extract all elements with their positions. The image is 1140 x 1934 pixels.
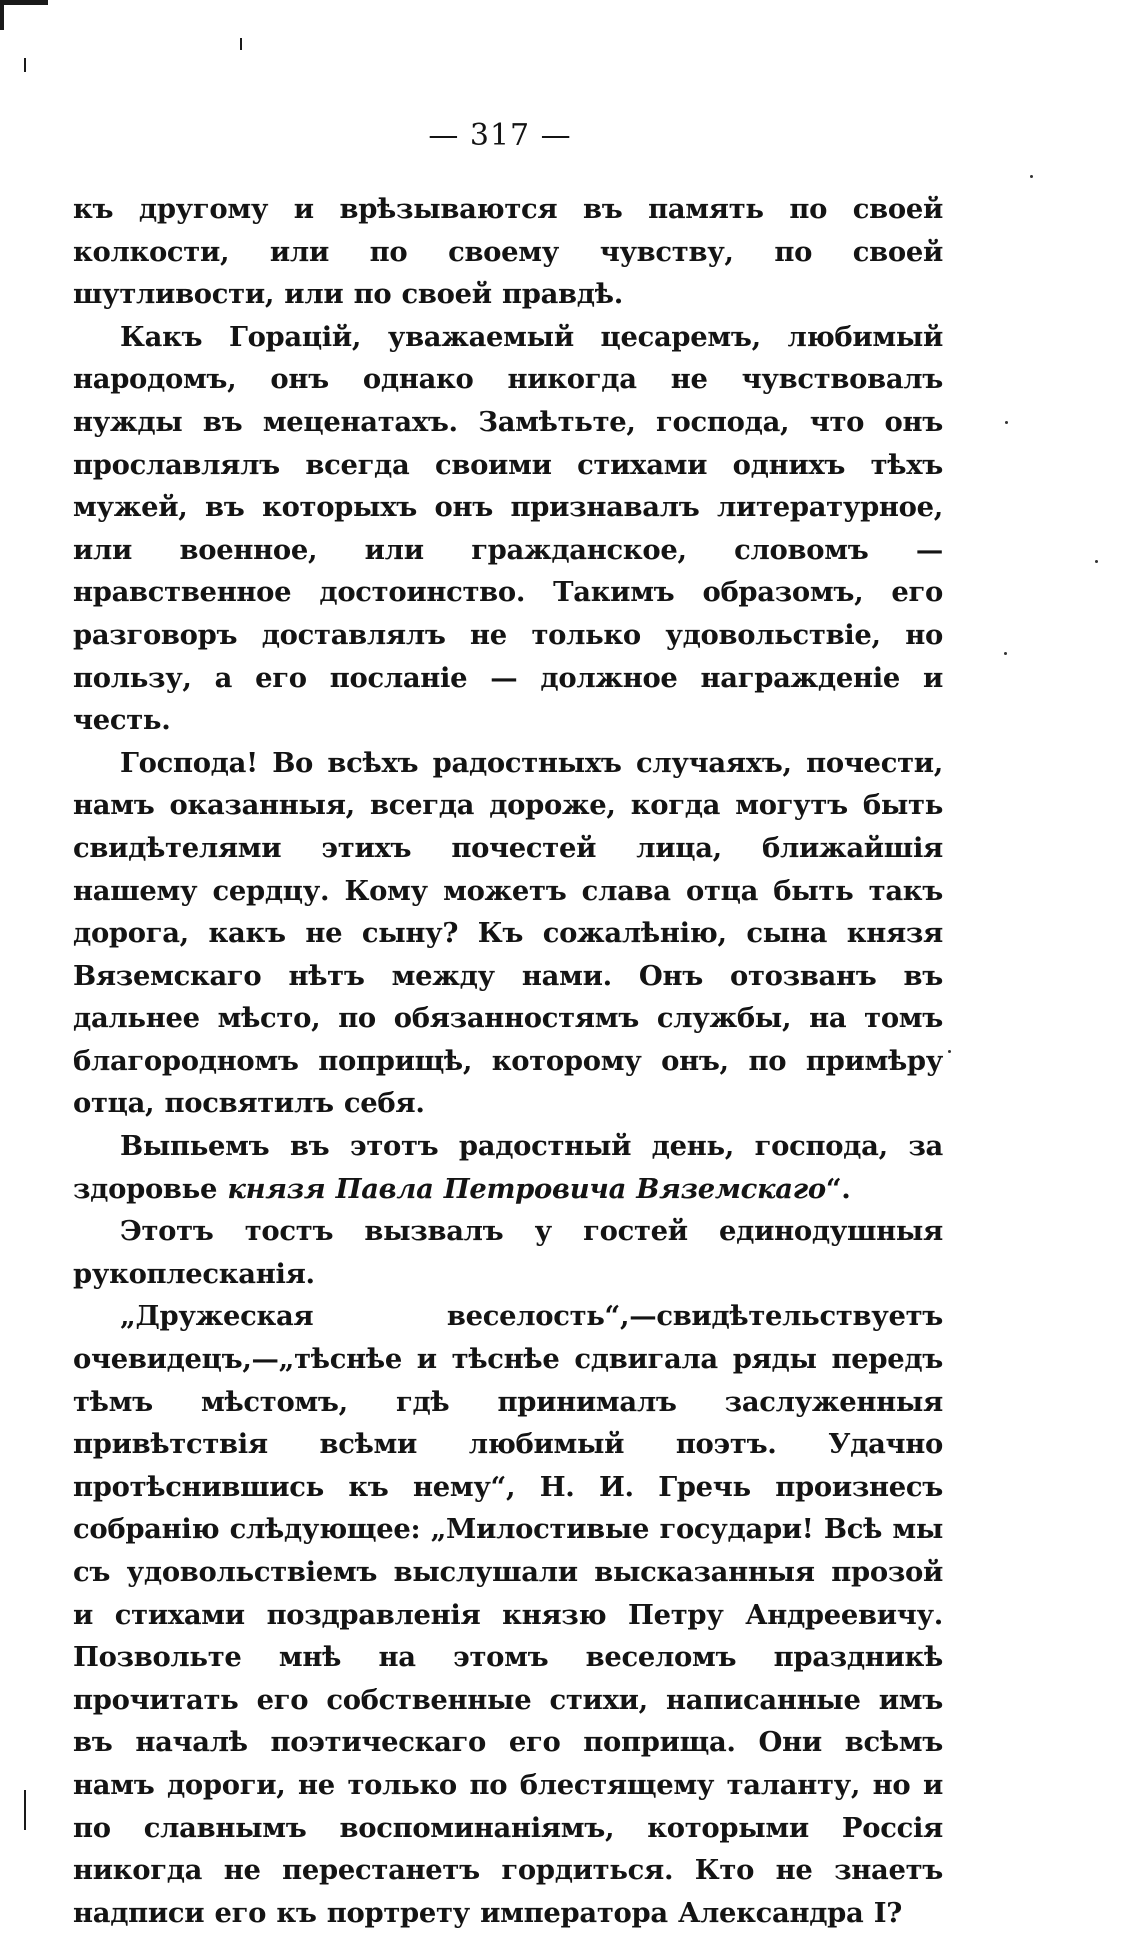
scan-corner-mark (0, 0, 48, 5)
paragraph: къ другому и врѣзываются въ память по своей колкости, или по своему чувству, по своей шутливости, или по своей правдѣ. (73, 193, 943, 311)
scan-edge-mark (24, 58, 26, 72)
scan-corner-mark (0, 0, 4, 30)
paragraph: Этотъ тостъ вызвалъ у гостей единодушныя рукоплесканія. (73, 1215, 943, 1290)
paragraph: „Дружеская веселость“,—свидѣтельствуетъ очевидецъ,—„тѣснѣе и тѣснѣе сдвигала ряды передъ тѣмъ мѣстомъ, гдѣ принималъ заслуженныя привѣтствія всѣми любимый поэтъ. Удачно протѣснившись къ нему“, Н. И. Гречь произнесъ собранію слѣдующее: „Милостивые государи! Всѣ мы съ удовольствіемъ выслушали высказанныя прозой и стихами поздравленія князю Петру Андреевичу. Позвольте мнѣ на этомъ веселомъ праздникѣ прочитать его собственные стихи, написанные имъ въ началѣ поэтическаго его поприща. Они всѣмъ намъ дороги, не только по блестящему таланту, но и по славнымъ воспоминаніямъ, которыми Россія никогда не перестанетъ гордиться. Кто не знаетъ надписи его къ портрету императора Александра I? (73, 1300, 943, 1929)
scan-speck (1030, 175, 1033, 178)
scan-speck (948, 1050, 951, 1053)
paragraph-toast (73, 1125, 943, 1210)
scan-speck (1095, 560, 1098, 563)
page-number: — 317 — (428, 118, 572, 153)
body-text (73, 188, 943, 1934)
italic-name: князя Павла Петровича Вяземскаго (227, 1172, 826, 1205)
scan-edge-mark (24, 1790, 26, 1830)
scan-edge-mark (240, 38, 242, 50)
paragraph-text: Выпьемъ въ этотъ радостный день, господа, за здоровье (73, 1130, 943, 1205)
paragraph: Какъ Горацій, уважаемый цесаремъ, любимый народомъ, онъ однако никогда не чувствовалъ нужды въ меценатахъ. Замѣтьте, господа, что онъ прославлялъ всегда своими стихами однихъ тѣхъ мужей, въ которыхъ онъ признавалъ литературное, или военное, или гражданское, словомъ — нравственное достоинство. Такимъ образомъ, его разговоръ доставлялъ не только удовольствіе, но пользу, а его посланіе — должное награжденіе и честь. (73, 320, 943, 737)
scan-speck (1004, 652, 1007, 655)
scan-speck (1005, 421, 1008, 424)
paragraph: Господа! Во всѣхъ радостныхъ случаяхъ, почести, намъ оказанныя, всегда дороже, когда могутъ быть свидѣтелями этихъ почестей лица, ближайшія нашему сердцу. Кому можетъ слава отца быть такъ дорога, какъ не сыну? Къ сожалѣнію, сына князя Вяземскаго нѣтъ между нами. Онъ отозванъ въ дальнее мѣсто, по обязанностямъ службы, на томъ благородномъ поприщѣ, которому онъ, по примѣру отца, посвятилъ себя. (73, 746, 943, 1120)
paragraph-tail: “. (825, 1172, 851, 1205)
